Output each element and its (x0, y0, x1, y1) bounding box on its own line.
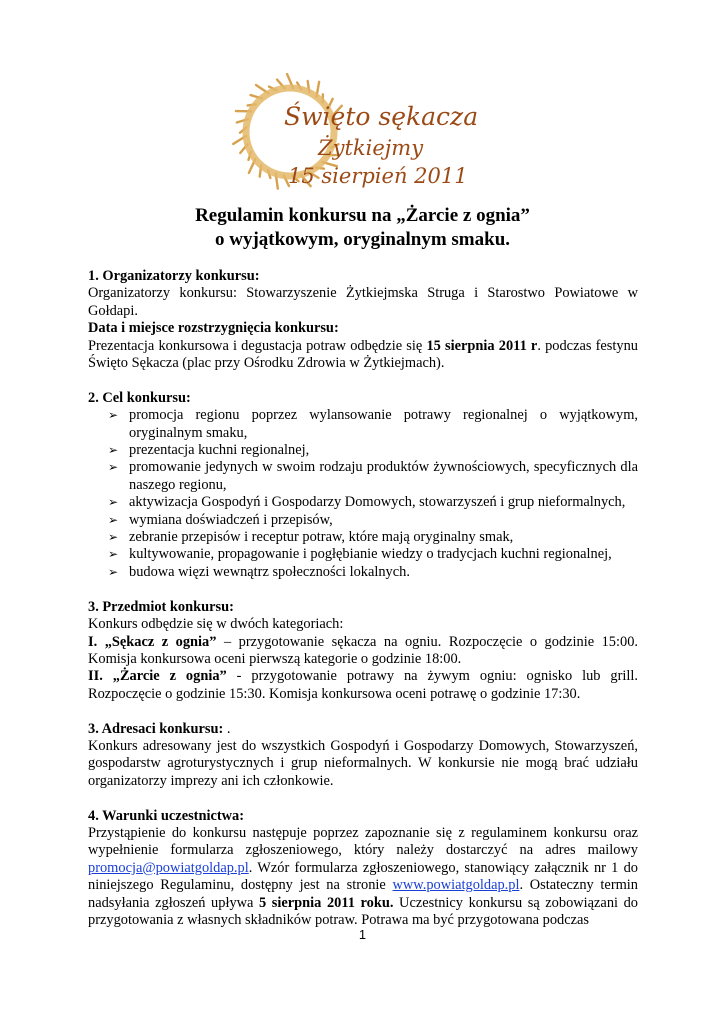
list-item: ➢ prezentacja kuchni regionalnej, (108, 442, 310, 459)
arrow-bullet-icon: ➢ (108, 443, 119, 458)
arrow-bullet-icon: ➢ (108, 512, 119, 527)
section-organizers-heading: 1. Organizatorzy konkursu: (88, 268, 260, 284)
arrow-bullet-icon: ➢ (108, 564, 119, 579)
section-audience-text: Konkurs adresowany jest do wszystkich Gospodyń i Gospodarzy Domowych, Stowarzyszeń, gospodarstw agroturystycznych i grup nieformalnych. W konkursie nie mogą brać udziału organizatorzy imprezy ani ich członkowie. (88, 737, 638, 789)
festival-logo (228, 60, 479, 195)
section-audience-heading: 3. Adresaci konkursu: . (88, 720, 231, 737)
document-title-line1: Regulamin konkursu na „Żarcie z ognia” (195, 205, 530, 226)
deadline-date: 5 sierpnia 2011 roku. (259, 894, 394, 911)
list-item: ➢ zebranie przepisów i receptur potraw, które mają oryginalny smak, (108, 529, 514, 546)
section-organizers-text: Organizatorzy konkursu: Stowarzyszenie Żytkiejmska Struga i Starostwo Powiatowe w Gołdapi. (88, 285, 638, 319)
logo-place: Żytkiejmy (318, 136, 424, 160)
list-item: ➢ wymiana doświadczeń i przepisów, (108, 511, 333, 528)
section-conditions-text: Przystąpienie do konkursu następuje poprzez zapoznanie się z regulaminem konkursu oraz wypełnienie formularza zgłoszeniowego, który należy dostarczyć na adres mailowy promocja@powiatgoldap.pl. Wzór formularza zgłoszeniowego, stanowiący załącznik nr 1 do niniejszego Regulaminu, dostępny jest na stronie www.powiatgoldap.pl. Ostateczny termin nadsyłania zgłoszeń upływa 5 sierpnia 2011 roku. Uczestnicy konkursu są zobowiązani do przygotowania z własnych składników potraw. Potrawa ma być przygotowana podczas (88, 824, 638, 928)
category-1-label: I. „Sękacz z ognia” (88, 633, 217, 650)
arrow-bullet-icon: ➢ (108, 547, 119, 562)
section-goals-heading: 2. Cel konkursu: (88, 389, 191, 406)
page-number: 1 (358, 927, 367, 942)
arrow-bullet-icon: ➢ (108, 530, 119, 545)
goals-list (88, 407, 638, 581)
arrow-bullet-icon: ➢ (108, 408, 119, 423)
event-date: 15 sierpnia 2011 r (426, 337, 538, 354)
document-body (88, 268, 638, 929)
section-date-heading: Data i miejsce rozstrzygnięcia konkursu: (88, 320, 339, 337)
arrow-bullet-icon: ➢ (108, 495, 119, 510)
document-title-line2: o wyjątkowym, oryginalnym smaku. (214, 229, 511, 250)
list-item: ➢ promowanie jedynych w swoim rodzaju produktów żywnościowych, specyficznych dla naszego regionu, (108, 459, 638, 493)
category-2-label: II. „Żarcie z ognia” (88, 668, 227, 685)
website-link[interactable]: www.powiatgoldap.pl (392, 877, 520, 894)
list-item: ➢ budowa więzi wewnątrz społeczności lokalnych. (108, 563, 410, 580)
list-item: ➢ promocja regionu poprzez wylansowanie potrawy regionalnej o wyjątkowym, oryginalnym smaku, (108, 407, 638, 441)
section-subject-heading: 3. Przedmiot konkursu: (88, 598, 234, 615)
section-date-text: Prezentacja konkursowa i degustacja potraw odbędzie się 15 sierpnia 2011 r. podczas festynu Święto Sękacza (plac przy Ośrodku Zdrowia w Żytkiejmach). (88, 337, 638, 372)
logo-date: 15 sierpień 2011 (288, 164, 468, 188)
list-item: ➢ kultywowanie, propagowanie i pogłębianie wiedzy o tradycjach kuchni regionalnej, (108, 546, 612, 563)
category-1: I. „Sękacz z ognia” – przygotowanie sękacza na ogniu. Rozpoczęcie o godzinie 15:00. Komisja konkursowa oceni pierwszą kategorie o godzinie 18:00. (88, 633, 638, 667)
email-link[interactable]: promocja@powiatgoldap.pl (88, 859, 249, 876)
section-conditions-heading: 4. Warunki uczestnictwa: (88, 807, 245, 824)
category-2: II. „Żarcie z ognia” - przygotowanie potrawy na żywym ogniu: ognisko lub grill. Rozpoczęcie o godzinie 15:30. Komisja konkursowa oceni potrawę o godzinie 17:30. (88, 668, 639, 702)
logo-title: Święto sękacza (284, 102, 479, 131)
list-item: ➢ aktywizacja Gospodyń i Gospodarzy Domowych, stowarzyszeń i grup nieformalnych, (108, 494, 626, 511)
arrow-bullet-icon: ➢ (108, 460, 119, 475)
section-subject-intro: Konkurs odbędzie się w dwóch kategoriach: (88, 616, 344, 633)
